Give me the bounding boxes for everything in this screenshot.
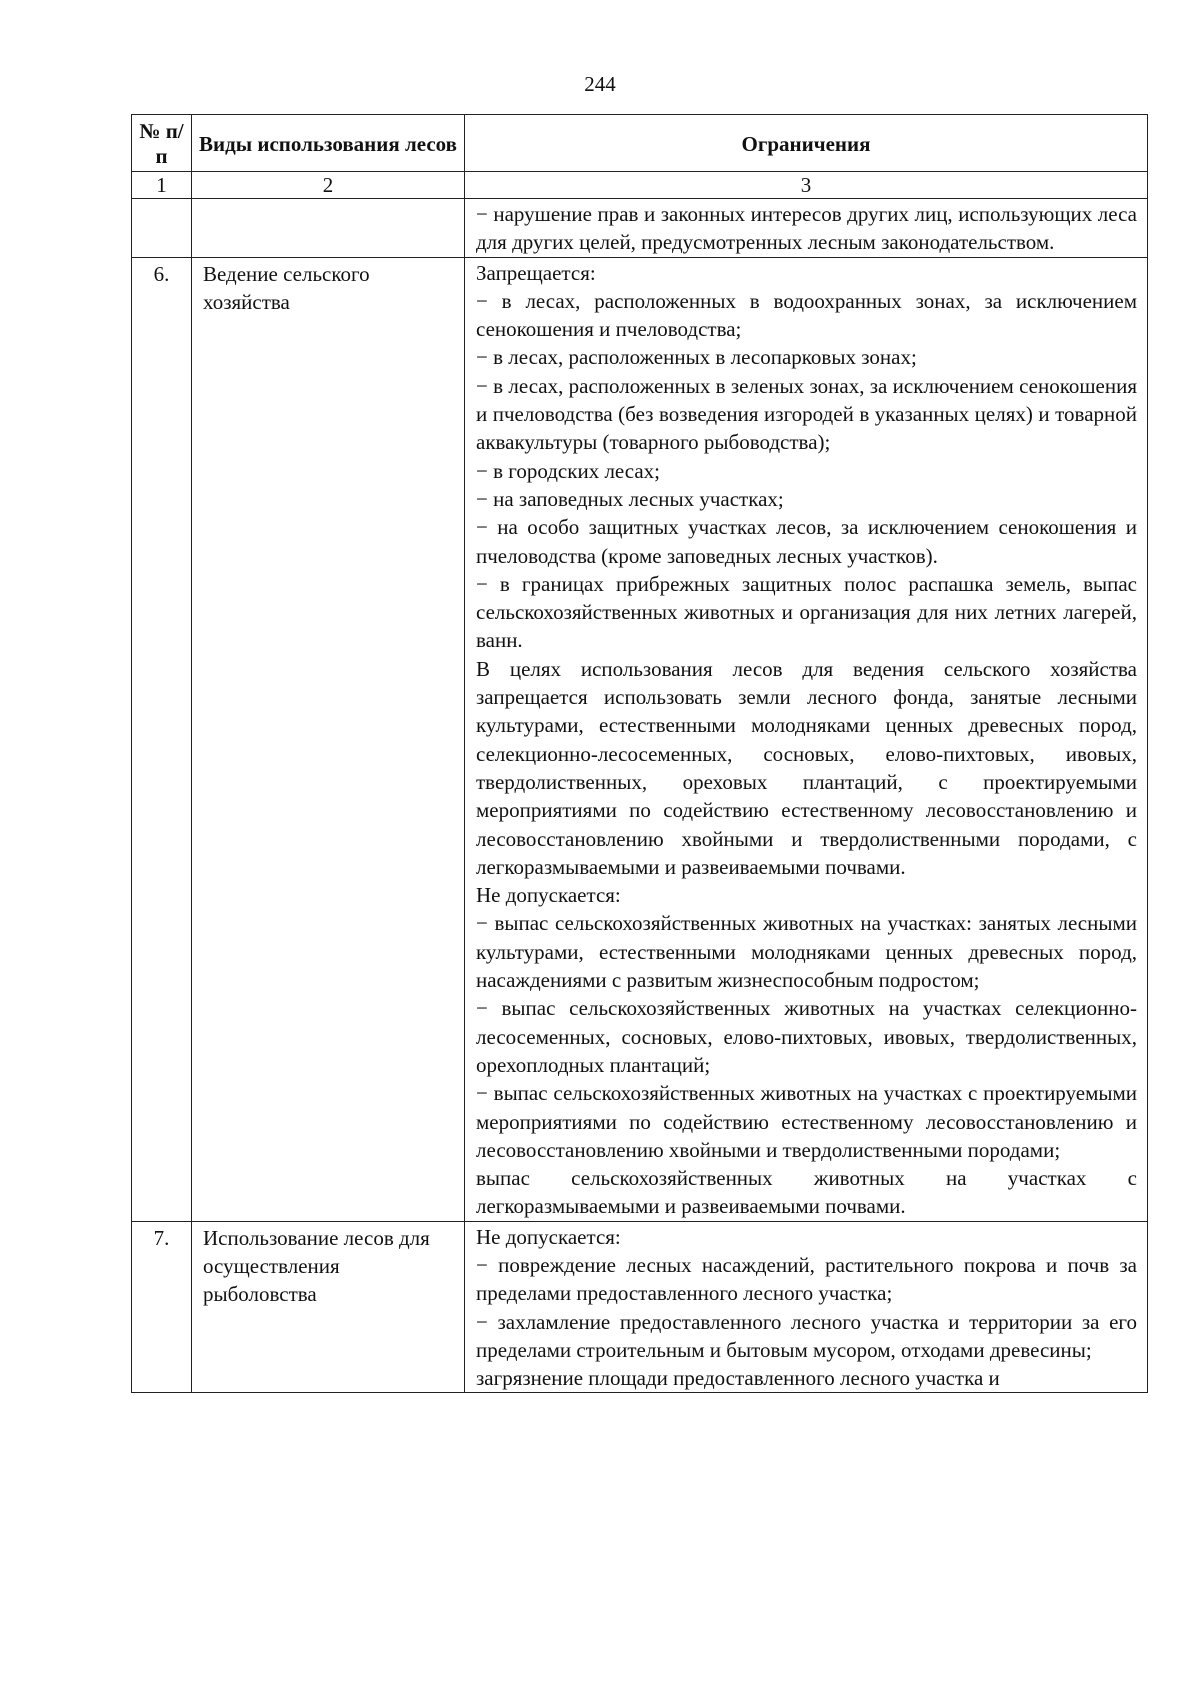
restriction-paragraph: − на особо защитных участках лесов, за исключением сенокошения и пчеловодства (кроме заповедных лесных участков). [476,515,1137,568]
restriction-paragraph: выпас сельскохозяйственных животных на участках с легкоразмываемыми и развеиваемыми почвами. [476,1166,1137,1219]
table-row [132,257,1148,1221]
table-header-row [132,115,1148,172]
restriction-paragraph: Не допускается: [476,1224,621,1249]
restriction-paragraph: − нарушение прав и законных интересов других лиц, использующих леса для других целей, предусмотренных лесным законодательством. [476,202,1137,255]
row-restrictions [465,1221,1148,1393]
row-usage-kind [192,199,465,258]
header-restrictions: Ограничения [465,115,1148,172]
table-row [132,1221,1148,1393]
table-row [132,199,1148,258]
restrictions-table [131,114,1148,1393]
column-number: 1 [132,172,192,199]
restriction-paragraph: − захламление предоставленного лесного участка и территории за его пределами строительным и бытовым мусором, отходами древесины; [476,1309,1137,1362]
row-usage-kind: Ведение сельского хозяйства [192,257,465,1221]
restriction-paragraph: − выпас сельскохозяйственных животных на участках: занятых лесными культурами, естественными молодняками ценных древесных пород, насаждениями с развитым жизнеспособным подростом; [476,911,1137,993]
column-number: 3 [465,172,1148,199]
restriction-paragraph: Не допускается: [476,883,621,908]
restriction-paragraph: − в лесах, расположенных в зеленых зонах, за исключением сенокошения и пчеловодства (без возведения изгородей в указанных целях) и товарной аквакультуры (товарного рыбоводства); [476,373,1137,455]
restriction-paragraph: − в лесах, расположенных в водоохранных зонах, за исключением сенокошения и пчеловодства; [476,288,1137,342]
row-usage-kind: Использование лесов для осуществления рыболовства [192,1221,465,1393]
column-number: 2 [192,172,465,199]
restriction-paragraph: − выпас сельскохозяйственных животных на участках селекционно-лесосеменных, сосновых, елово-пихтовых, ивовых, твердолиственных, орехоплодных плантаций; [476,996,1137,1077]
row-number: 7. [132,1221,192,1393]
row-restrictions [465,199,1148,258]
restriction-paragraph: − выпас сельскохозяйственных животных на участках с проектируемыми мероприятиями по содействию естественному лесовосстановлению и лесовосстановлению хвойными и твердолиственными породами; [476,1081,1137,1162]
row-number: 6. [132,257,192,1221]
header-number: № п/п [132,115,192,172]
restriction-paragraph: − в границах прибрежных защитных полос распашка земель, выпас сельскохозяйственных животных и организация для них летних лагерей, ванн. [476,571,1137,653]
restriction-paragraph: − на заповедных лесных участках; [476,486,784,511]
page-number: 244 [584,72,616,96]
header-usage-kind: Виды использования лесов [192,115,465,172]
column-number-row [132,172,1148,199]
restriction-paragraph: − повреждение лесных насаждений, растительного покрова и почв за пределами предоставленного лесного участка; [476,1252,1137,1306]
restriction-paragraph: − в лесах, расположенных в лесопарковых зонах; [476,345,917,370]
restriction-paragraph: Запрещается: [476,260,596,285]
row-number [132,199,192,258]
restriction-paragraph: В целях использования лесов для ведения сельского хозяйства запрещается использовать земли лесного фонда, занятые лесными культурами, естественными молодняками ценных древесных пород, селекционно-лесосеменных, сосновых, елово-пихтовых, ивовых, твердолиственных, ореховых плантаций, с проектируемыми мероприятиями по содействию естественному лесовосстановлению и лесовосстановлению хвойными и твердолиственными породами, с легкоразмываемыми и развеиваемыми почвами. [476,656,1137,879]
restriction-paragraph: загрязнение площади предоставленного лесного участка и [476,1366,1000,1391]
row-restrictions [465,257,1148,1221]
restriction-paragraph: − в городских лесах; [476,458,660,483]
